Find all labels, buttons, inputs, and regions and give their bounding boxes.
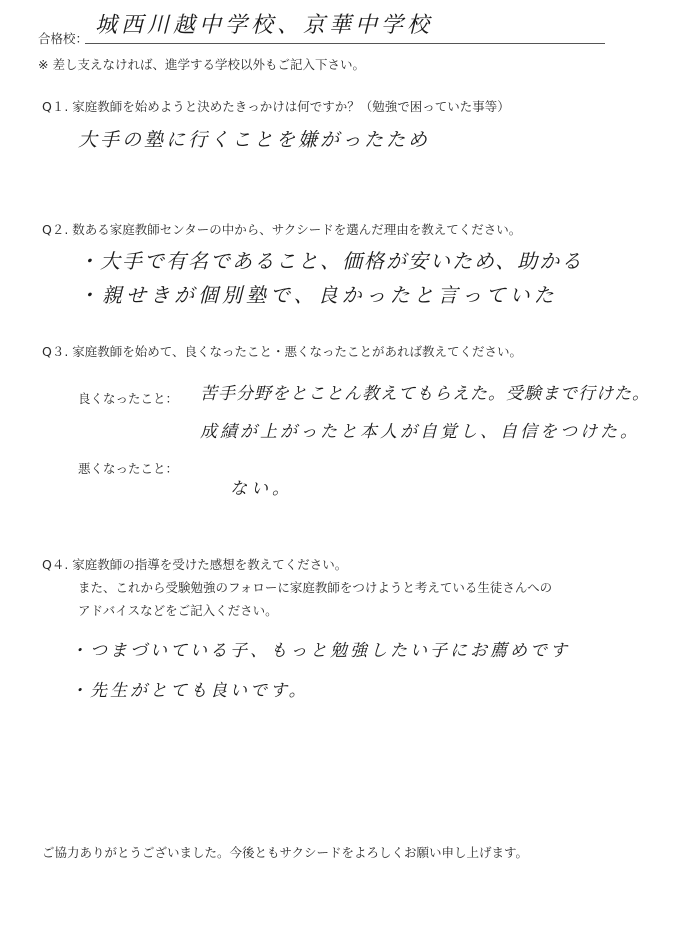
footer-thanks: ご協力ありがとうございました。今後ともサクシードをよろしくお願い申し上げます。 xyxy=(42,845,529,860)
q3-good-answer-line1: 苦手分野をとことん教えてもらえた。受験まで行けた。 xyxy=(200,384,650,404)
school-label: 合格校： xyxy=(38,31,89,46)
q3-good-answer-line2: 成績が上がったと本人が自覚し、自信をつけた。 xyxy=(200,422,640,442)
q4-question-line1: Q４. 家庭教師の指導を受けた感想を教えてください。 xyxy=(42,557,348,572)
q1-question: Q１. 家庭教師を始めようと決めたきっかけは何ですか？（勉強で困っていた事等） xyxy=(42,99,510,114)
q3-bad-label: 悪くなったこと： xyxy=(78,461,179,476)
school-value: 城西川越中学校、京華中学校 xyxy=(95,13,434,38)
q3-question: Q３. 家庭教師を始めて、良くなったこと・悪くなったことがあれば教えてください。 xyxy=(42,344,523,359)
q2-answer-line1: ・大手で有名であること、価格が安いため、助かる xyxy=(78,249,584,273)
note-text: ※ 差し支えなければ、進学する学校以外もご記入下さい。 xyxy=(38,57,365,72)
school-underline xyxy=(85,43,605,44)
q1-answer: 大手の塾に行くことを嫌がったため xyxy=(78,129,431,151)
q4-answer-line2: ・先生がとても良いです。 xyxy=(70,681,309,701)
q4-answer-line1: ・つまづいている子、もっと勉強したい子にお薦めです xyxy=(70,641,570,661)
q2-answer-line2: ・親せきが個別塾で、良かったと言っていた xyxy=(78,283,558,307)
q3-bad-answer: ない。 xyxy=(230,479,293,499)
q3-good-label: 良くなったこと： xyxy=(78,391,179,406)
q4-question-line2: また、これから受験勉強のフォローに家庭教師をつけようと考えている生徒さんへの xyxy=(78,580,553,595)
q2-question: Q２. 数ある家庭教師センターの中から、サクシードを選んだ理由を教えてください。 xyxy=(42,222,522,237)
q4-question-line3: アドバイスなどをご記入ください。 xyxy=(78,603,278,618)
